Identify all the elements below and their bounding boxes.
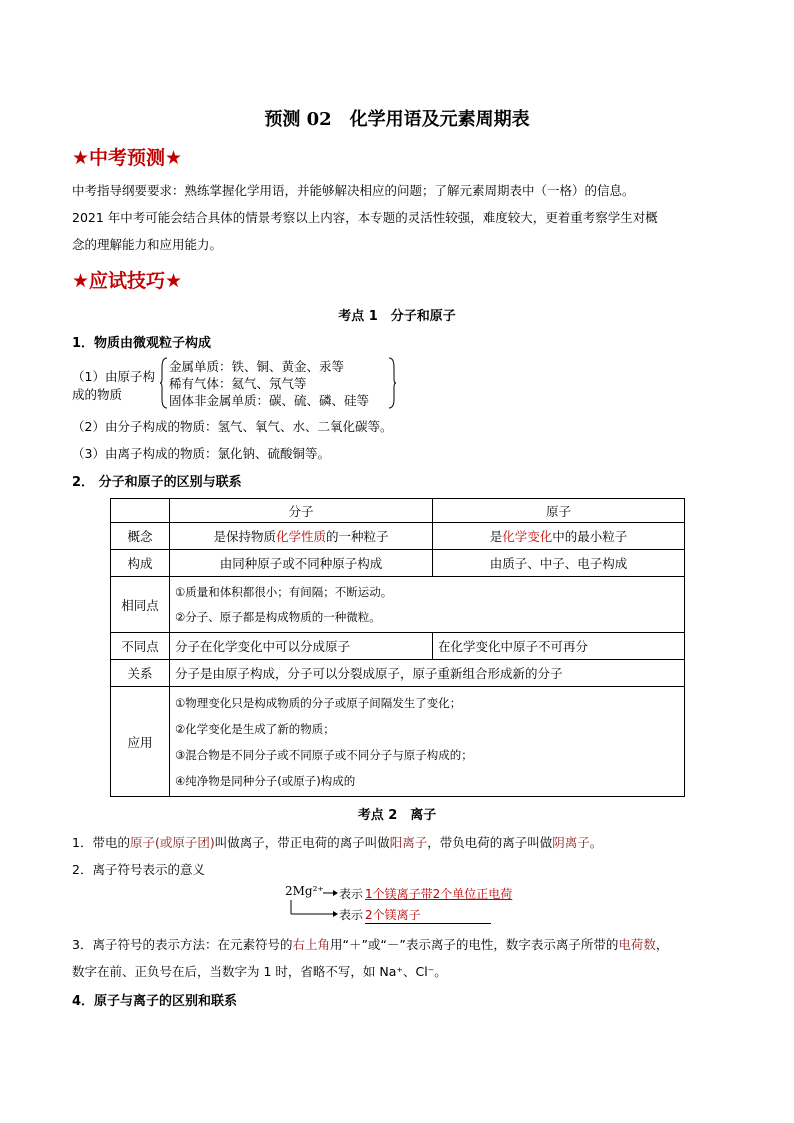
cell-text: 中的最小粒子 bbox=[552, 529, 628, 544]
table-row-label: 应用 bbox=[111, 687, 170, 797]
highlight-text: 阴离子 bbox=[552, 835, 590, 850]
text-run: 用“＋”或“－”表示离子的电性，数字表示离子所带的 bbox=[329, 937, 619, 952]
table-cell bbox=[170, 523, 433, 550]
meaning-value-1: 1个镁离子带2个单位正电荷 bbox=[365, 887, 513, 901]
text-run: ，带负电荷的离子叫做 bbox=[427, 835, 553, 850]
ion-definition-line bbox=[72, 830, 602, 855]
table-row-label: 不同点 bbox=[111, 633, 170, 660]
table-row bbox=[111, 660, 685, 687]
cell-line: ④纯净物是同种分子(或原子)构成的 bbox=[175, 773, 356, 788]
table-cell: 分子是由原子构成，分子可以分裂成原子，原子重新组合形成新的分子 bbox=[170, 660, 685, 687]
prediction-paragraph-1: 中考指导纲要要求：熟练掌握化学用语，并能够解决相应的问题；了解元素周期表中（一格）的信息。 bbox=[72, 183, 635, 198]
table-row bbox=[111, 523, 685, 550]
table-header-molecule: 分子 bbox=[170, 499, 433, 523]
cell-line: ②化学变化是生成了新的物质； bbox=[175, 721, 335, 736]
cell-text: 是 bbox=[489, 529, 503, 544]
point1-heading-2: 2． 分子和原子的区别与联系 bbox=[72, 475, 242, 490]
ion-notation-line-2: 数字在前、正负号在后，当数字为 1 时，省略不写，如 Na⁺、Cl⁻。 bbox=[72, 964, 447, 979]
ion-symbol-diagram bbox=[285, 882, 525, 924]
table-cell: 在化学变化中原子不可再分 bbox=[433, 633, 685, 660]
molecule-atom-table bbox=[110, 498, 685, 797]
prediction-heading: ★中考预测★ bbox=[72, 147, 183, 169]
table-row bbox=[111, 687, 685, 797]
page-title: 预测 02 化学用语及元素周期表 bbox=[264, 109, 530, 130]
cell-text: 的一种粒子 bbox=[326, 529, 389, 544]
cell-text: 是保持物质 bbox=[213, 529, 276, 544]
atoms-label-line2: 成的物质 bbox=[72, 387, 123, 402]
ion-symbol: 2Mg²⁺ bbox=[285, 884, 324, 898]
text-run: 3．离子符号的表示方法：在元素符号的 bbox=[72, 937, 293, 952]
table-row bbox=[111, 633, 685, 660]
atom-ion-heading: 4．原子与离子的区别和联系 bbox=[72, 994, 238, 1009]
table-cell: 由同种原子或不同种原子构成 bbox=[170, 550, 433, 577]
table-cell bbox=[170, 577, 685, 633]
highlight-text: 原子(或原子团) bbox=[129, 835, 215, 850]
meaning-label-2: 表示 bbox=[339, 908, 364, 922]
atoms-item-noble-gas: 稀有气体：氦气、氖气等 bbox=[169, 376, 307, 391]
atoms-item-nonmetal: 固体非金属单质：碳、硫、磷、硅等 bbox=[169, 393, 370, 408]
cell-line: ①物理变化只是构成物质的分子或原子间隔发生了变化； bbox=[175, 695, 462, 710]
highlight-text: 右上角 bbox=[292, 937, 330, 952]
prediction-paragraph-2: 2021 年中考可能会结合具体的情景考察以上内容，本专题的灵活性较强，难度较大，更着重考察学生对概 bbox=[72, 210, 658, 225]
atoms-label-line1: （1）由原子构 bbox=[72, 369, 155, 384]
atoms-item-metal: 金属单质：铁、铜、黄金、汞等 bbox=[169, 359, 345, 374]
table-row bbox=[111, 577, 685, 633]
table-row bbox=[111, 499, 685, 523]
table-row-label: 相同点 bbox=[111, 577, 170, 633]
skills-heading: ★应试技巧★ bbox=[72, 270, 183, 292]
molecule-substances-line: （2）由分子构成的物质：氢气、氧气、水、二氧化碳等。 bbox=[72, 419, 393, 434]
ion-notation-line-1 bbox=[72, 932, 668, 957]
ion-symbol-meaning-heading: 2．离子符号表示的意义 bbox=[72, 862, 205, 877]
prediction-paragraph-3: 念的理解能力和应用能力。 bbox=[72, 237, 223, 252]
cell-line: ①质量和体积都很小；有间隔；不断运动。 bbox=[175, 584, 393, 599]
highlight-text: 化学性质 bbox=[275, 529, 326, 544]
text-run: ， bbox=[655, 937, 669, 952]
meaning-value-2: 2个镁离子 bbox=[365, 906, 491, 924]
highlight-text: 化学变化 bbox=[502, 529, 553, 544]
text-run: 叫做离子，带正电荷的离子叫做 bbox=[214, 835, 390, 850]
table-row-label: 构成 bbox=[111, 550, 170, 577]
highlight-text: 阳离子 bbox=[389, 835, 428, 850]
table-row-label: 概念 bbox=[111, 523, 170, 550]
ion-substances-line: （3）由离子构成的物质：氯化钠、硫酸铜等。 bbox=[72, 446, 330, 461]
cell-line: ③混合物是不同分子或不同原子或不同分子与原子构成的； bbox=[175, 747, 473, 762]
point2-title: 考点 2 离子 bbox=[357, 808, 437, 823]
table-row bbox=[111, 550, 685, 577]
table-cell: 由质子、中子、电子构成 bbox=[433, 550, 685, 577]
table-cell: 分子在化学变化中可以分成原子 bbox=[170, 633, 433, 660]
table-cell bbox=[170, 687, 685, 797]
highlight-text: 电荷数 bbox=[618, 937, 656, 952]
left-brace-icon bbox=[160, 357, 168, 409]
table-cell bbox=[433, 523, 685, 550]
table-cell bbox=[111, 499, 170, 523]
right-brace-icon bbox=[388, 357, 396, 409]
cell-line: ②分子、原子都是构成物质的一种微粒。 bbox=[175, 609, 381, 624]
table-header-atom: 原子 bbox=[433, 499, 685, 523]
text-run: 。 bbox=[589, 835, 603, 850]
table-row-label: 关系 bbox=[111, 660, 170, 687]
point1-title: 考点 1 分子和原子 bbox=[338, 309, 456, 324]
text-run: 1．带电的 bbox=[72, 835, 130, 850]
point1-heading-1: 1．物质由微观粒子构成 bbox=[72, 336, 212, 351]
meaning-label-1: 表示 bbox=[339, 887, 364, 901]
